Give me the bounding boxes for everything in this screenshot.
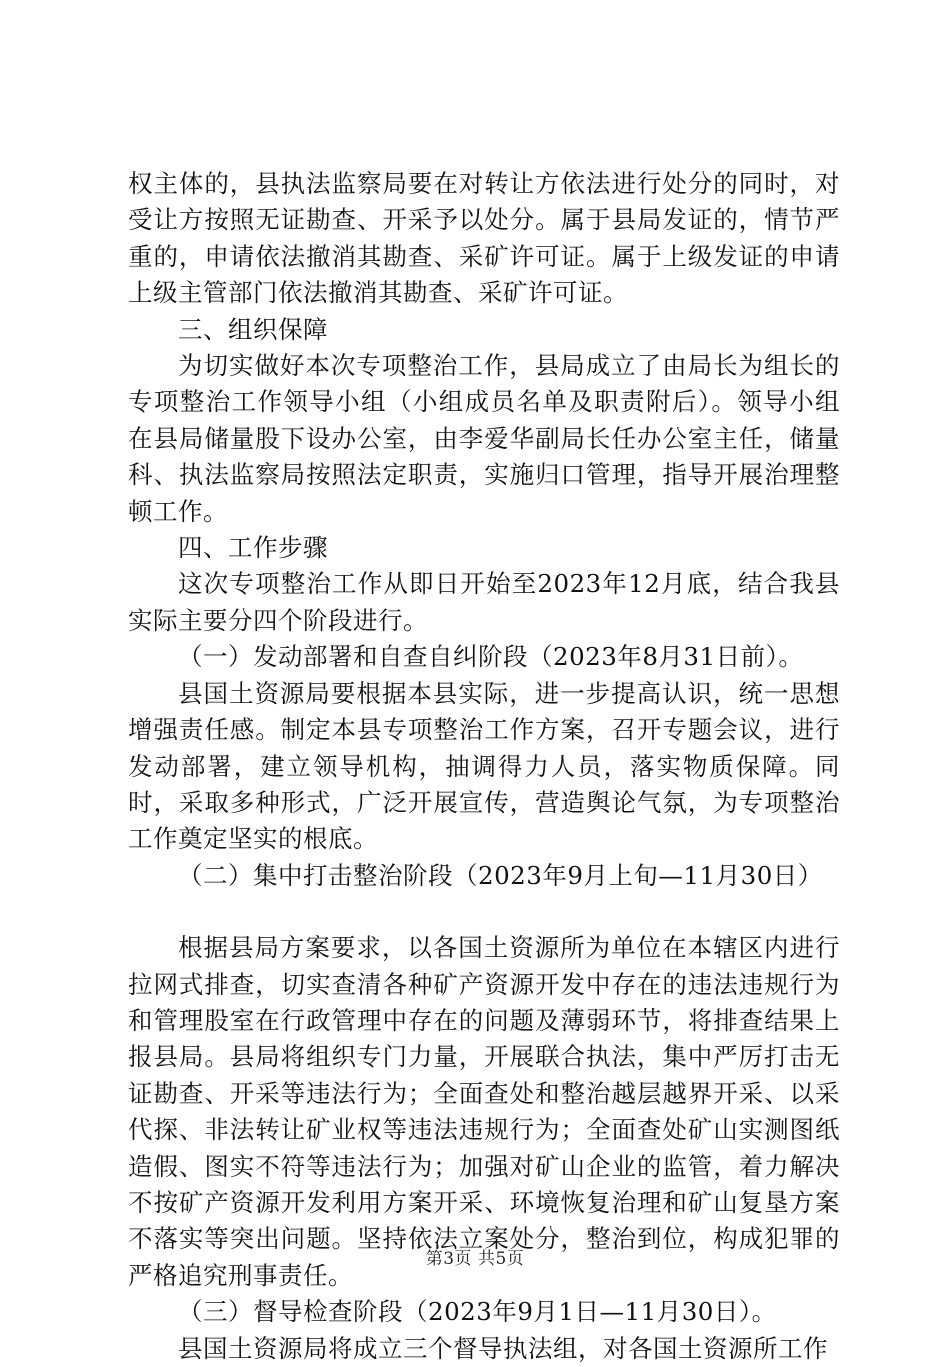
subheading-stage-two: （二）集中打击整治阶段（2023年9月上旬—11月30日） [178, 860, 823, 890]
paragraph-continuation: 权主体的，县执法监察局要在对转让方依法进行处分的同时，对受让方按照无证勘查、开采予以处分。属于县局发证的，情节严重的，申请依法撤消其勘查、采矿许可证。属于上级发证的申请上级主管部门依法撤消其勘查、采矿许可证。 [128, 169, 840, 308]
paragraph-stage-three: 县国土资源局将成立三个督导执法组，对各国土资源所工作 [178, 1333, 828, 1363]
document-body [128, 166, 840, 1367]
page-number-footer: 第3页 共5页 [425, 1249, 525, 1269]
paragraph-stage-one: 县国土资源局要根据本县实际，进一步提高认识，统一思想增强责任感。制定本县专项整治工作方案，召开专题会议，进行发动部署，建立领导机构，抽调得力人员，落实物质保障。同时，采取多种形式，广泛开展宣传，营造舆论气氛，为专项整治工作奠定坚实的根底。 [128, 678, 840, 854]
blank-line [128, 894, 840, 930]
section-heading-organization: 三、组织保障 [178, 314, 328, 344]
section-heading-steps: 四、工作步骤 [178, 533, 328, 563]
paragraph-steps-intro: 这次专项整治工作从即日开始至2023年12月底，结合我县实际主要分四个阶段进行。 [128, 569, 840, 635]
subheading-stage-three: （三）督导检查阶段（2023年9月1日—11月30日）。 [178, 1297, 777, 1327]
paragraph-stage-two: 根据县局方案要求，以各国土资源所为单位在本辖区内进行拉网式排查，切实查清各种矿产资源开发中存在的违法违规行为和管理股室在行政管理中存在的问题及薄弱环节，将排查结果上报县局。县局将组织专门力量，开展联合执法，集中严厉打击无证勘查、开采等违法行为；全面查处和整治越层越界开采、以采代探、非法转让矿业权等违法违规行为；全面查处矿山实测图纸造假、图实不符等违法行为；加强对矿山企业的监管，着力解决不按矿产资源开发利用方案开采、环境恢复治理和矿山复垦方案不落实等突出问题。坚持依法立案处分，整治到位，构成犯罪的严格追究刑事责任。 [128, 933, 840, 1290]
paragraph-organization: 为切实做好本次专项整治工作，县局成立了由局长为组长的专项整治工作领导小组（小组成员名单及职责附后）。领导小组在县局储量股下设办公室，由李爱华副局长任办公室主任，储量科、执法监察局按照法定职责，实施归口管理，指导开展治理整顿工作。 [128, 351, 840, 526]
subheading-stage-one: （一）发动部署和自查自纠阶段（2023年8月31日前）。 [178, 642, 804, 672]
